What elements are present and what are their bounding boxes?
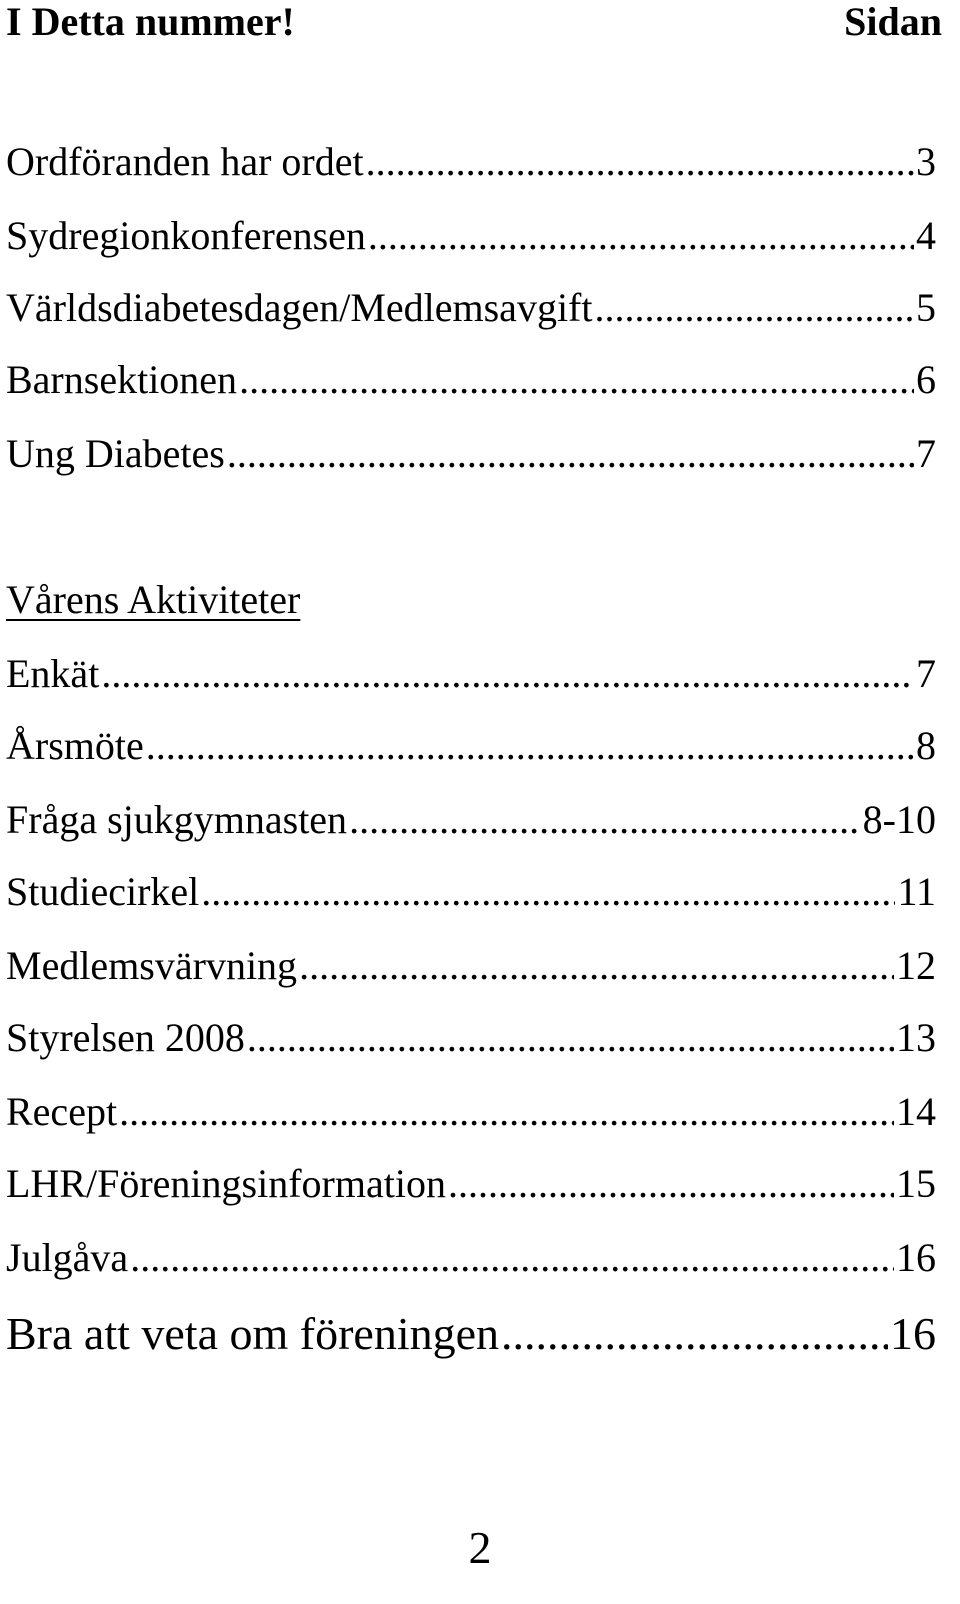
toc-entry [6, 430, 936, 478]
toc-entry [6, 212, 936, 260]
dot-leader [239, 356, 914, 404]
toc-entry-page: 5 [916, 285, 936, 330]
toc-entry-label: Medlemsvärvning [6, 943, 298, 988]
dot-leader [201, 868, 895, 916]
toc-entry-page: 12 [896, 943, 936, 988]
toc-entry-label: Ung Diabetes [6, 431, 225, 476]
toc-entry [6, 284, 936, 332]
dot-leader [227, 430, 914, 478]
toc-entry-page: 16 [896, 1235, 936, 1280]
toc-entry-label: Studiecirkel [6, 869, 200, 914]
toc-entry-label: Recept [6, 1089, 118, 1134]
dot-leader [501, 1306, 888, 1362]
dot-leader [349, 796, 861, 844]
dot-leader [247, 1014, 894, 1062]
toc-entry-page: 13 [896, 1015, 936, 1060]
toc-header [6, 0, 942, 44]
toc-entry [6, 356, 936, 404]
toc-entry-label: Styrelsen 2008 [6, 1015, 245, 1060]
toc-entry [6, 1088, 936, 1136]
dot-leader [448, 1160, 894, 1208]
toc-entry [6, 650, 936, 698]
toc-entry-page: 15 [896, 1161, 936, 1206]
toc-entry-page: 6 [916, 357, 936, 402]
footer-page-number: 2 [468, 1522, 492, 1573]
toc-entry [6, 138, 936, 186]
dot-leader [119, 1088, 894, 1136]
toc-entry-label: Julgåva [6, 1235, 129, 1280]
toc-entry-page: 7 [916, 651, 936, 696]
section-heading: Vårens Aktiviteter [6, 577, 301, 622]
toc-entry [6, 1234, 936, 1282]
dot-leader [594, 284, 914, 332]
toc-entry-label: Bra att veta om föreningen [6, 1308, 500, 1359]
dot-leader [146, 722, 914, 770]
toc-entry [6, 796, 936, 844]
dot-leader [101, 650, 914, 698]
toc-entry-page: 7 [916, 431, 936, 476]
toc-entry-page: 8-10 [862, 797, 936, 842]
toc-entry-label: Barnsektionen [6, 357, 238, 402]
toc-entry-page: 4 [916, 213, 936, 258]
toc-entry [6, 942, 936, 990]
toc-entry-label: Fråga sjukgymnasten [6, 797, 348, 842]
dot-leader [299, 942, 894, 990]
toc-entry-page: 14 [896, 1089, 936, 1134]
toc-entry [6, 868, 936, 916]
toc-entry-page: 11 [897, 869, 936, 914]
toc-entry-label: Ordföranden har ordet [6, 139, 364, 184]
toc-title: I Detta nummer! [6, 0, 295, 44]
page-column-label: Sidan [844, 0, 942, 44]
toc-entry [6, 1014, 936, 1062]
toc-entry-label: Enkät [6, 651, 100, 696]
toc-entry-final [6, 1306, 936, 1362]
toc-entry-label: Årsmöte [6, 723, 144, 768]
toc-entry-label: Sydregionkonferensen [6, 213, 366, 258]
toc-entry-page: .3 [906, 139, 936, 184]
toc-entry-label: LHR/Föreningsinformation [6, 1161, 446, 1206]
toc-entry-label: Världsdiabetesdagen/Medlemsavgift [6, 285, 593, 330]
toc-entry [6, 1160, 936, 1208]
toc-entry-page: 16 [890, 1308, 936, 1359]
toc-entry-page: 8 [916, 723, 936, 768]
dot-leader [368, 212, 914, 260]
toc-entry [6, 722, 936, 770]
dot-leader [366, 138, 904, 186]
dot-leader [130, 1234, 894, 1282]
